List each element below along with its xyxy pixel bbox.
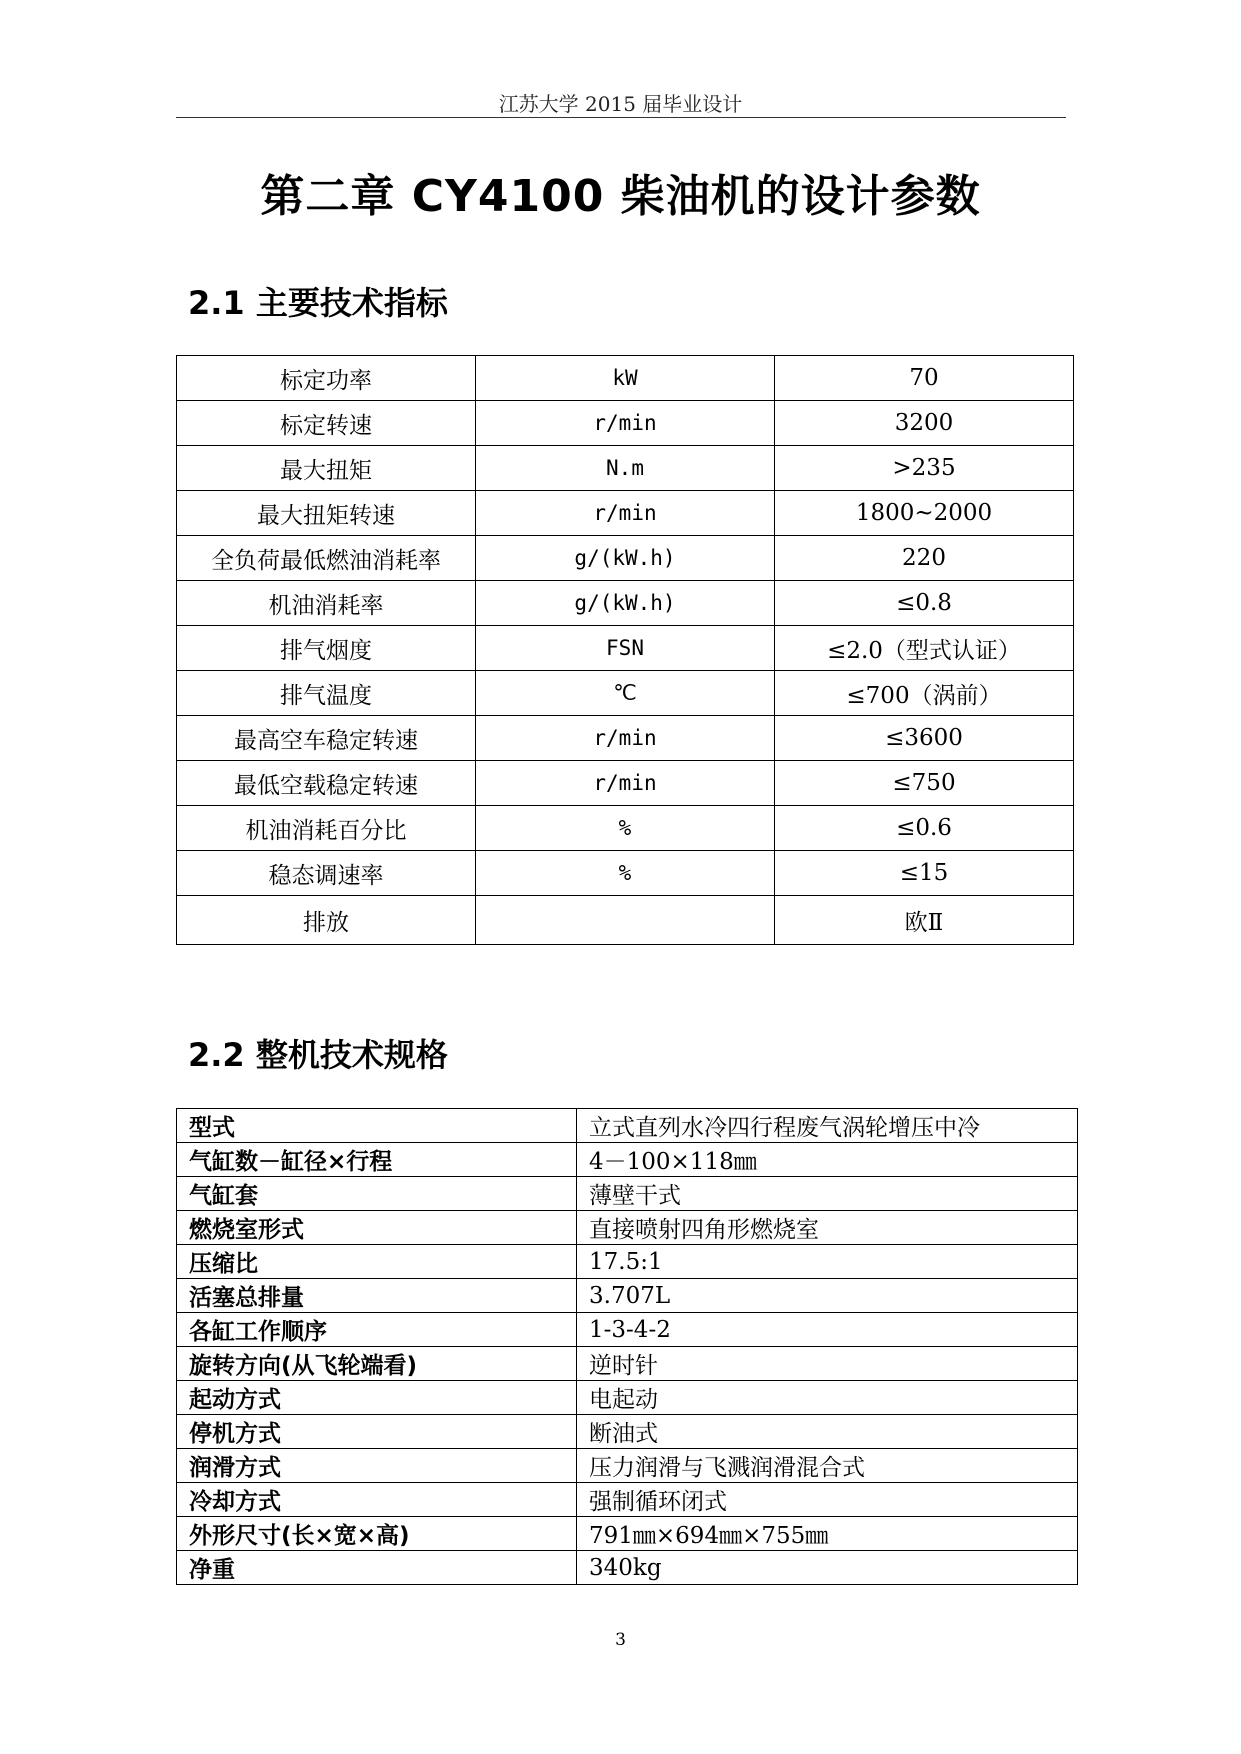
spec-value-cell: 断油式	[577, 1415, 1078, 1449]
table-row	[177, 1279, 1078, 1313]
table-row	[177, 1143, 1078, 1177]
spec-key-cell: 停机方式	[177, 1415, 577, 1449]
indicator-unit-cell: r/min	[476, 761, 775, 806]
spec-value-cell: 电起动	[577, 1381, 1078, 1415]
spec-key-cell: 外形尺寸(长×宽×高)	[177, 1517, 577, 1551]
spec-value-cell: 3.707L	[577, 1279, 1078, 1313]
table-row	[177, 1415, 1078, 1449]
spec-key-cell: 冷却方式	[177, 1483, 577, 1517]
table-row	[177, 581, 1074, 626]
section-title-2-1: 2.1 主要技术指标	[188, 284, 448, 322]
indicator-unit-cell: r/min	[476, 716, 775, 761]
indicator-value-cell: ≤2.0（型式认证）	[775, 626, 1074, 671]
indicator-name-cell: 最大扭矩转速	[177, 491, 476, 536]
indicator-value-cell: ≤15	[775, 851, 1074, 896]
table-row	[177, 761, 1074, 806]
table-row	[177, 851, 1074, 896]
section-title-2-2: 2.2 整机技术规格	[188, 1036, 448, 1074]
indicator-name-cell: 稳态调速率	[177, 851, 476, 896]
indicator-name-cell: 机油消耗率	[177, 581, 476, 626]
page-number: 3	[615, 1630, 626, 1650]
indicator-unit-cell: FSN	[476, 626, 775, 671]
table-row	[177, 1347, 1078, 1381]
table-row	[177, 446, 1074, 491]
table-row	[177, 1551, 1078, 1585]
indicator-name-cell: 最低空载稳定转速	[177, 761, 476, 806]
table-row	[177, 1483, 1078, 1517]
table-row	[177, 1381, 1078, 1415]
table-row	[177, 401, 1074, 446]
spec-value-cell: 立式直列水冷四行程废气涡轮增压中冷	[577, 1109, 1078, 1143]
table-row	[177, 1449, 1078, 1483]
table-row	[177, 356, 1074, 401]
chapter-title: 第二章 CY4100 柴油机的设计参数	[260, 171, 981, 222]
spec-value-cell: 791㎜×694㎜×755㎜	[577, 1517, 1078, 1551]
indicator-value-cell: ≤0.6	[775, 806, 1074, 851]
spec-key-cell: 型式	[177, 1109, 577, 1143]
table-row	[177, 626, 1074, 671]
indicator-unit-cell: N.m	[476, 446, 775, 491]
spec-value-cell: 340kg	[577, 1551, 1078, 1585]
table-row	[177, 491, 1074, 536]
indicator-unit-cell: %	[476, 851, 775, 896]
page-header: 江苏大学 2015 届毕业设计	[498, 92, 743, 116]
spec-value-cell: 4－100×118㎜	[577, 1143, 1078, 1177]
spec-key-cell: 气缸数－缸径×行程	[177, 1143, 577, 1177]
table-row	[177, 1177, 1078, 1211]
indicator-value-cell: ≤700（涡前）	[775, 671, 1074, 716]
spec-key-cell: 燃烧室形式	[177, 1211, 577, 1245]
indicator-unit-cell: ℃	[476, 671, 775, 716]
indicator-name-cell: 排气温度	[177, 671, 476, 716]
table-row	[177, 1109, 1078, 1143]
indicator-name-cell: 排放	[177, 896, 476, 945]
spec-value-cell: 薄壁干式	[577, 1177, 1078, 1211]
table-row	[177, 536, 1074, 581]
table-row	[177, 806, 1074, 851]
indicator-name-cell: 全负荷最低燃油消耗率	[177, 536, 476, 581]
main-technical-indicators-table	[176, 355, 1074, 945]
spec-key-cell: 起动方式	[177, 1381, 577, 1415]
spec-key-cell: 气缸套	[177, 1177, 577, 1211]
spec-key-cell: 旋转方向(从飞轮端看)	[177, 1347, 577, 1381]
indicator-unit-cell: r/min	[476, 401, 775, 446]
indicator-unit-cell: %	[476, 806, 775, 851]
indicator-unit-cell	[476, 896, 775, 945]
spec-key-cell: 活塞总排量	[177, 1279, 577, 1313]
table-row	[177, 1211, 1078, 1245]
header-divider	[176, 117, 1066, 118]
indicator-unit-cell: r/min	[476, 491, 775, 536]
spec-value-cell: 1-3-4-2	[577, 1313, 1078, 1347]
indicator-name-cell: 标定功率	[177, 356, 476, 401]
indicator-unit-cell: g/(kW.h)	[476, 536, 775, 581]
engine-specifications-table	[176, 1108, 1078, 1585]
indicator-value-cell: ≤3600	[775, 716, 1074, 761]
indicator-value-cell: ≤750	[775, 761, 1074, 806]
indicator-name-cell: 机油消耗百分比	[177, 806, 476, 851]
indicator-value-cell: 3200	[775, 401, 1074, 446]
spec-value-cell: 压力润滑与飞溅润滑混合式	[577, 1449, 1078, 1483]
indicator-value-cell: >235	[775, 446, 1074, 491]
indicator-unit-cell: kW	[476, 356, 775, 401]
table-row	[177, 1313, 1078, 1347]
table-row	[177, 671, 1074, 716]
indicator-name-cell: 最大扭矩	[177, 446, 476, 491]
spec-value-cell: 17.5:1	[577, 1245, 1078, 1279]
indicator-name-cell: 标定转速	[177, 401, 476, 446]
table-row	[177, 1517, 1078, 1551]
table-row	[177, 1245, 1078, 1279]
indicator-value-cell: ≤0.8	[775, 581, 1074, 626]
spec-value-cell: 逆时针	[577, 1347, 1078, 1381]
indicator-value-cell: 220	[775, 536, 1074, 581]
indicator-name-cell: 排气烟度	[177, 626, 476, 671]
indicator-value-cell: 欧Ⅱ	[775, 896, 1074, 945]
spec-key-cell: 润滑方式	[177, 1449, 577, 1483]
spec-key-cell: 各缸工作顺序	[177, 1313, 577, 1347]
spec-key-cell: 净重	[177, 1551, 577, 1585]
spec-key-cell: 压缩比	[177, 1245, 577, 1279]
table-row	[177, 896, 1074, 945]
table-row	[177, 716, 1074, 761]
indicator-name-cell: 最高空车稳定转速	[177, 716, 476, 761]
indicator-value-cell: 70	[775, 356, 1074, 401]
spec-value-cell: 直接喷射四角形燃烧室	[577, 1211, 1078, 1245]
spec-value-cell: 强制循环闭式	[577, 1483, 1078, 1517]
indicator-unit-cell: g/(kW.h)	[476, 581, 775, 626]
indicator-value-cell: 1800~2000	[775, 491, 1074, 536]
